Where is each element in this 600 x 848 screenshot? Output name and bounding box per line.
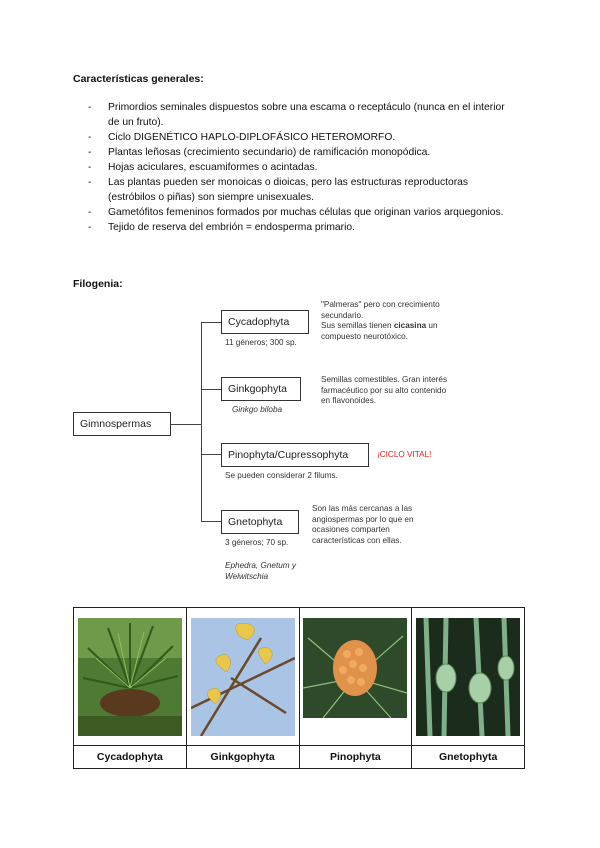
node-gnetophyta: Gnetophyta bbox=[221, 510, 299, 534]
image-cell bbox=[186, 608, 299, 746]
list-item: - Gametófitos femeninos formados por muchas células que originan varios arquegonios. bbox=[88, 205, 518, 220]
section-title-general: Características generales: bbox=[73, 73, 204, 85]
cycado-info: 11 géneros; 300 sp. bbox=[225, 338, 297, 347]
branch-cycado bbox=[201, 322, 221, 323]
pine-cone-photo bbox=[303, 618, 407, 736]
node-ginkgophyta: Ginkgophyta bbox=[221, 377, 301, 401]
pino-note: ¡CICLO VITAL! bbox=[377, 450, 432, 459]
node-pinophyta: Pinophyta/Cupressophyta bbox=[221, 443, 369, 467]
branch-ginkgo bbox=[201, 389, 221, 390]
pino-info: Se pueden considerar 2 filums. bbox=[225, 471, 338, 480]
cycad-photo bbox=[78, 618, 182, 736]
characteristics-list bbox=[88, 100, 518, 235]
gnetum-photo bbox=[416, 618, 520, 736]
list-item: - Las plantas pueden ser monoicas o dioicas, pero las estructuras reproductoras (estróbilos o piñas) son siempre unisexuales. bbox=[88, 175, 518, 205]
image-cell bbox=[299, 608, 412, 746]
node-gimnospermas: Gimnospermas bbox=[73, 412, 171, 436]
trunk-line bbox=[201, 322, 202, 522]
caption-gnetophyta: Gnetophyta bbox=[412, 746, 525, 769]
caption-cycadophyta: Cycadophyta bbox=[74, 746, 187, 769]
gneto-genera: Ephedra, Gnetum y Welwitschia bbox=[225, 561, 296, 581]
list-item: - Hojas aciculares, escuamiformes o acintadas. bbox=[88, 160, 518, 175]
ginkgo-photo bbox=[191, 618, 295, 736]
note-text: Sus semillas tienen bbox=[321, 321, 394, 330]
cycado-note bbox=[321, 300, 461, 342]
note-bold: cicasina bbox=[393, 321, 427, 330]
cycado-note-a: "Palmeras" pero con crecimiento secundario. bbox=[321, 300, 440, 320]
gneto-info: 3 géneros; 70 sp. bbox=[225, 538, 289, 547]
caption-ginkgophyta: Ginkgophyta bbox=[186, 746, 299, 769]
list-item: - Tejido de reserva del embrión = endosperma primario. bbox=[88, 220, 518, 235]
section-title-phylogeny: Filogenia: bbox=[73, 278, 123, 290]
ginkgo-note: Semillas comestibles. Gran interés farmacéutico por su alto contenido en flavonoides. bbox=[321, 375, 448, 405]
ginkgo-info: Ginkgo biloba bbox=[232, 405, 283, 414]
branch-gneto bbox=[201, 521, 221, 522]
caption-pinophyta: Pinophyta bbox=[299, 746, 412, 769]
cycado-note-b bbox=[321, 321, 461, 342]
list-item: - Primordios seminales dispuestos sobre una escama o receptáculo (nunca en el interior de un fruto). bbox=[88, 100, 518, 130]
branch-pino bbox=[201, 454, 221, 455]
note-text: un compuesto neurotóxico. bbox=[321, 321, 438, 341]
gneto-note: Son las más cercanas a las angiospermas por lo que en ocasiones comparten características con ellas. bbox=[312, 504, 414, 545]
list-item: - Ciclo DIGENÉTICO HAPLO-DIPLOFÁSICO HETEROMORFO. bbox=[88, 130, 518, 145]
image-table bbox=[73, 607, 525, 769]
image-cell bbox=[74, 608, 187, 746]
list-item: - Plantas leñosas (crecimiento secundario) de ramificación monopódica. bbox=[88, 145, 518, 160]
root-connector bbox=[171, 424, 201, 425]
node-cycadophyta: Cycadophyta bbox=[221, 310, 309, 334]
image-cell bbox=[412, 608, 525, 746]
